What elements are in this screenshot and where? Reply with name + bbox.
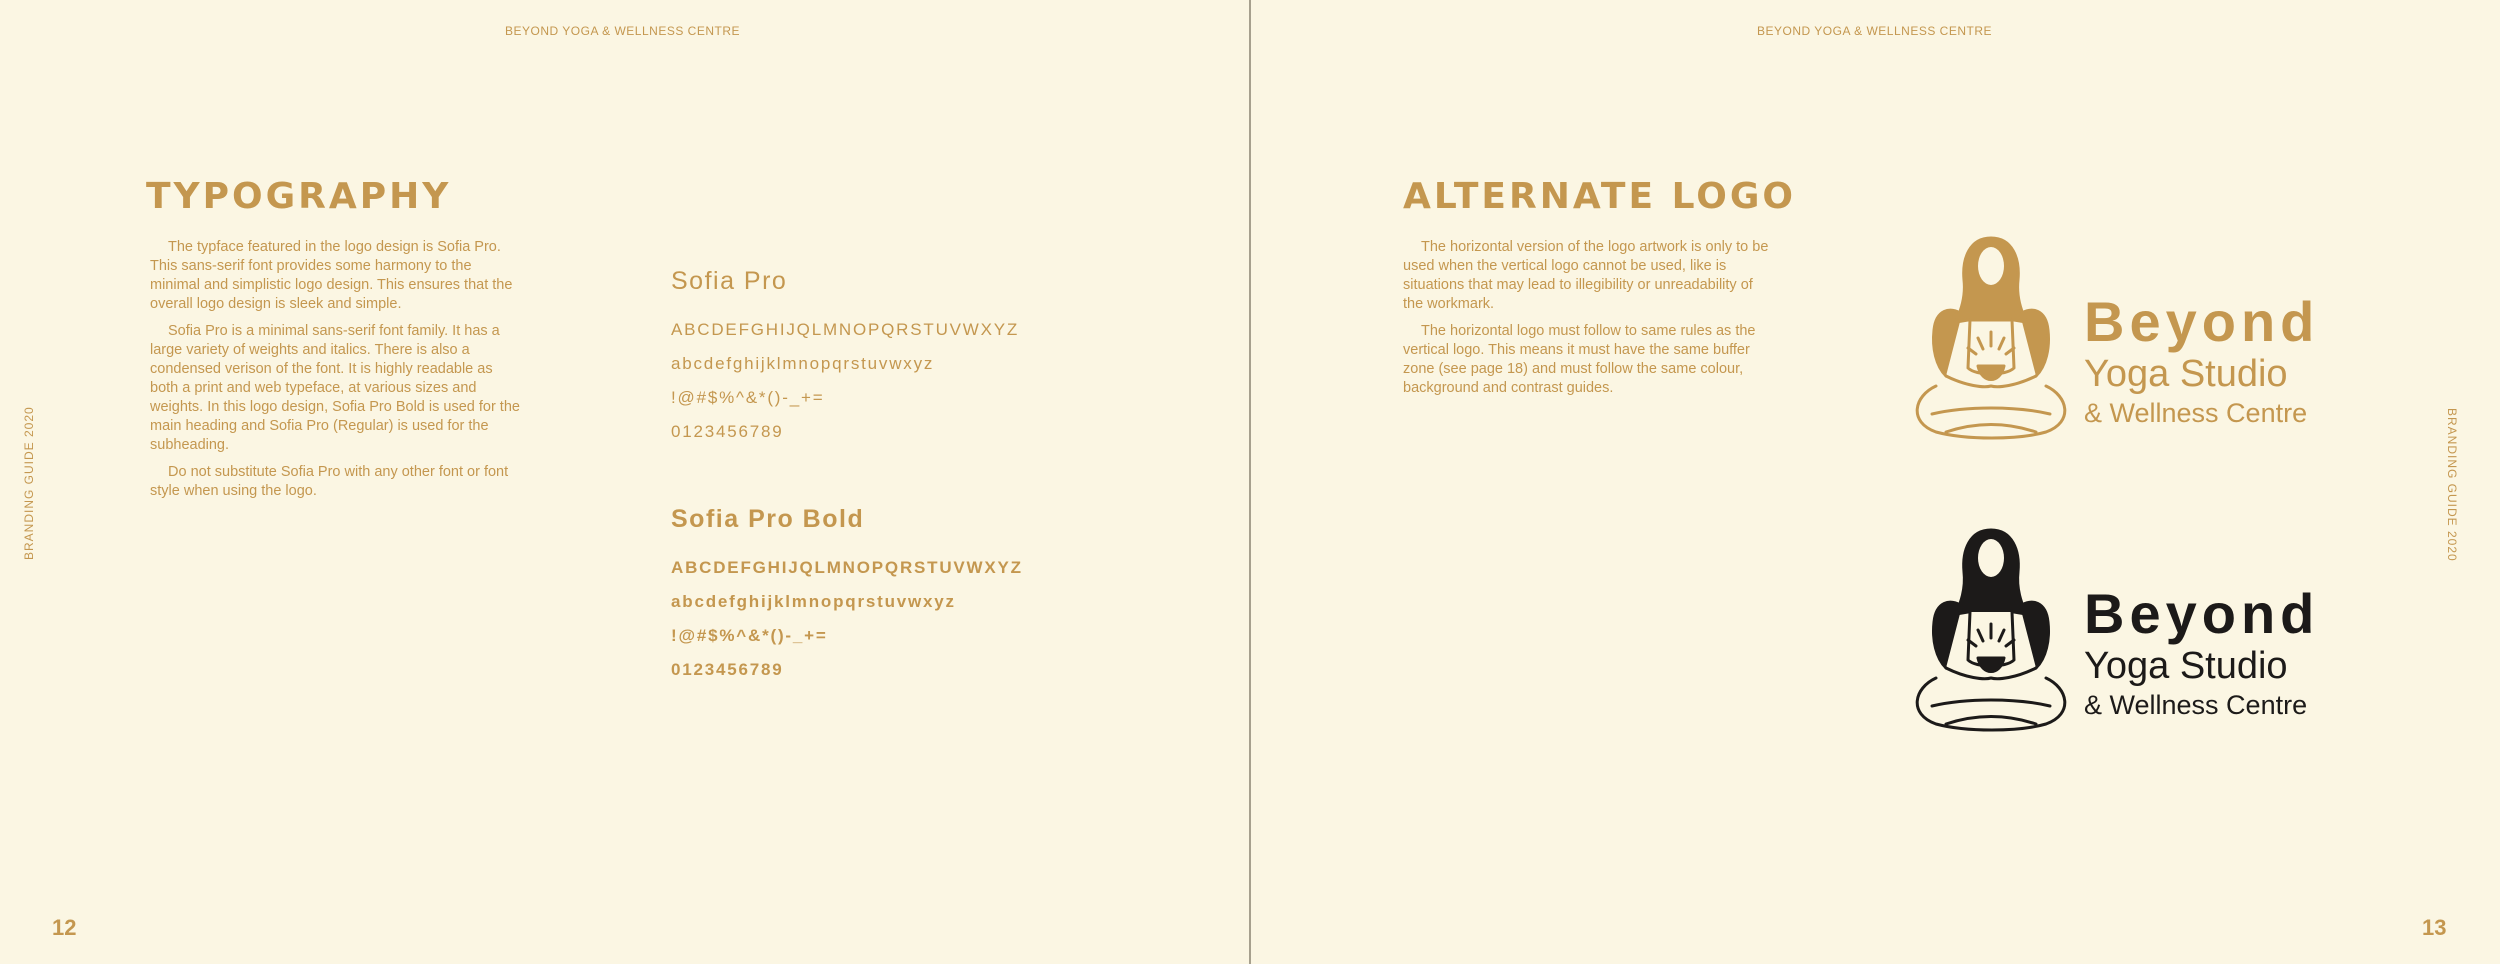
paragraph: Sofia Pro is a minimal sans-serif font family. It has a large variety of weights and italics. There is also a condensed verison of the font. It is highly readable as both a print and web typeface, at various sizes and weights. In this logo design, Sofia Pro Bold is used for the main heading and Sofia Pro (Regular) is used for the subheading.	[150, 323, 520, 453]
logo-gold	[1906, 236, 2076, 442]
logo-wordmark-black	[2084, 584, 2319, 722]
font-name: Sofia Pro Bold	[671, 505, 865, 533]
section-title: ALTERNATE LOGO	[1403, 176, 1796, 217]
digits-sample: 0123456789	[671, 422, 784, 441]
font-name: Sofia Pro	[671, 267, 788, 295]
logo-black	[1906, 528, 2076, 734]
lowercase-sample: abcdefghijklmnopqrstuvwxyz	[671, 592, 956, 611]
typography-body	[150, 238, 522, 509]
logo-wordmark-gold	[2084, 292, 2319, 430]
paragraph: Do not substitute Sofia Pro with any other font or font style when using the logo.	[150, 464, 509, 499]
logo-line-1: Beyond	[2084, 290, 2320, 353]
paragraph: The horizontal logo must follow to same rules as the vertical logo. This means it must have the same buffer zone (see page 18) and must follow the same colour, background and contrast guides.	[1403, 323, 1756, 396]
font-sample-bold	[671, 505, 1023, 687]
side-label: BRANDING GUIDE 2020	[22, 406, 36, 560]
page-number: 13	[2422, 915, 2447, 940]
meditating-woman-icon	[1906, 528, 2076, 734]
symbols-sample: !@#$%^&*()-_+=	[671, 626, 828, 645]
uppercase-sample: ABCDEFGHIJQLMNOPQRSTUVWXYZ	[671, 558, 1023, 577]
page-right	[1251, 0, 2500, 964]
logo-line-1: Beyond	[2084, 582, 2320, 645]
side-label: BRANDING GUIDE 2020	[2445, 408, 2459, 562]
symbols-sample: !@#$%^&*()-_+=	[671, 388, 825, 407]
paragraph: The typface featured in the logo design is Sofia Pro. This sans-serif font provides some harmony to the minimal and simplistic logo design. This ensures that the overall logo design is sleek and simple.	[150, 239, 513, 312]
running-header: BEYOND YOGA & WELLNESS CENTRE	[1757, 24, 1993, 38]
logo-line-2: Yoga Studio	[2084, 353, 2288, 395]
lowercase-sample: abcdefghijklmnopqrstuvwxyz	[671, 354, 935, 373]
uppercase-sample: ABCDEFGHIJQLMNOPQRSTUVWXYZ	[671, 320, 1020, 339]
running-header: BEYOND YOGA & WELLNESS CENTRE	[505, 24, 741, 38]
page-left	[0, 0, 1249, 964]
logo-line-3: & Wellness Centre	[2084, 398, 2308, 428]
meditating-woman-icon	[1906, 236, 2076, 442]
logo-line-2: Yoga Studio	[2084, 645, 2288, 687]
font-sample-regular	[671, 267, 1019, 449]
digits-sample: 0123456789	[671, 660, 784, 679]
logo-line-3: & Wellness Centre	[2084, 690, 2308, 720]
page-number: 12	[52, 915, 77, 940]
section-title: TYPOGRAPHY	[146, 176, 452, 217]
paragraph: The horizontal version of the logo artwork is only to be used when the vertical logo cannot be used, like is situations that may lead to illegibility or unreadability of the workmark.	[1403, 239, 1769, 312]
alternate-logo-body	[1403, 238, 1775, 406]
